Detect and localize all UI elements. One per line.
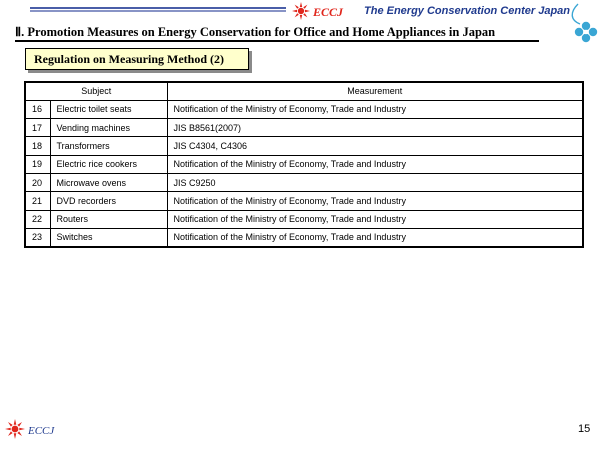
row-measurement: JIS C4304, C4306 [167,137,583,155]
row-subject: Microwave ovens [50,173,167,191]
table-row [25,210,583,228]
row-measurement: Notification of the Ministry of Economy, Trade and Industry [167,100,583,118]
table-row [25,228,583,246]
row-measurement: Notification of the Ministry of Economy, Trade and Industry [167,228,583,246]
table-row [25,119,583,137]
eccj-logo-icon [291,1,351,21]
table-row [25,100,583,118]
row-number: 16 [25,100,50,118]
title-underline [15,40,539,42]
row-number: 18 [25,137,50,155]
row-measurement: Notification of the Ministry of Economy, Trade and Industry [167,155,583,173]
slide-subtitle-badge: Regulation on Measuring Method (2) [25,48,249,70]
row-measurement: JIS B8561(2007) [167,119,583,137]
row-subject: Electric toilet seats [50,100,167,118]
table-row [25,192,583,210]
clover-icon [566,2,598,46]
row-number: 22 [25,210,50,228]
row-measurement: Notification of the Ministry of Economy, Trade and Industry [167,210,583,228]
table-row [25,137,583,155]
column-header-measurement: Measurement [167,82,583,100]
header-rule [30,7,286,12]
regulation-table [24,81,584,248]
row-subject: Vending machines [50,119,167,137]
row-subject: Transformers [50,137,167,155]
row-number: 19 [25,155,50,173]
column-header-subject: Subject [25,82,167,100]
eccj-footer-logo-icon [4,418,62,440]
table-row [25,155,583,173]
row-subject: DVD recorders [50,192,167,210]
page-number: 15 [578,423,591,435]
row-measurement: Notification of the Ministry of Economy, Trade and Industry [167,192,583,210]
row-number: 17 [25,119,50,137]
row-subject: Routers [50,210,167,228]
row-measurement: JIS C9250 [167,173,583,191]
row-subject: Electric rice cookers [50,155,167,173]
row-number: 20 [25,173,50,191]
row-number: 21 [25,192,50,210]
table-row [25,173,583,191]
row-number: 23 [25,228,50,246]
header-logo-text: ECCJ [313,5,344,19]
section-title: Ⅱ. Promotion Measures on Energy Conservation for Office and Home Appliances in Japan [15,25,496,39]
footer-logo-text: ECCJ [28,425,55,437]
organization-name: The Energy Conservation Center Japan [364,5,570,17]
row-subject: Switches [50,228,167,246]
table-header-row [25,82,583,100]
